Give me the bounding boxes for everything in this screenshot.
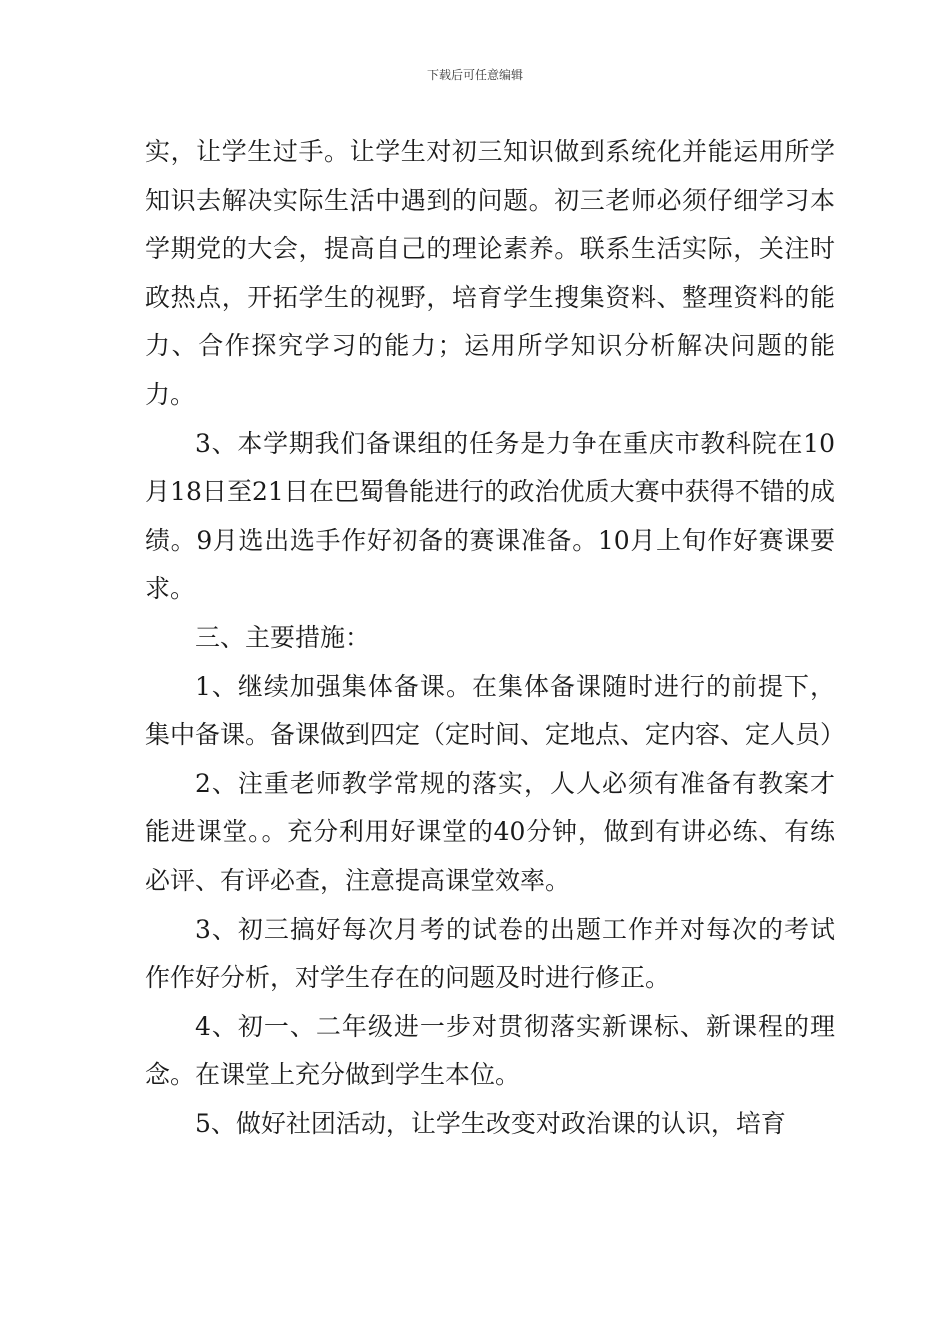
paragraph-measure-2: 2、注重老师教学常规的落实，人人必须有准备有教案才能进课堂。。充分利用好课堂的40分钟，做到有讲必练、有练必评、有评必查，注意提高课堂效率。 <box>145 768 835 895</box>
paragraph-continuation: 实，让学生过手。让学生对初三知识做到系统化并能运用所学知识去解决实际生活中遇到的问题。初三老师必须仔细学习本学期党的大会，提高自己的理论素养。联系生活实际，关注时政热点，开拓学生的视野，培育学生搜集资料、整理资料的能力、合作探究学习的能力；运用所学知识分析解决问题的能力。 <box>145 137 835 409</box>
paragraph-measure-5: 5、做好社团活动，让学生改变对政治课的认识，培育 <box>195 1108 786 1138</box>
paragraph-item-3-task: 3、本学期我们备课组的任务是力争在重庆市教科院在10月18日至21日在巴蜀鲁能进行的政治优质大赛中获得不错的成绩。9月选出选手作好初备的赛课准备。10月上旬作好赛课要求。 <box>145 428 835 604</box>
page-header-note: 下载后可任意编辑 <box>426 68 523 82</box>
paragraph-measure-1: 1、继续加强集体备课。在集体备课随时进行的前提下，集中备课。备课做到四定（定时间、定地点、定内容、定人员） <box>145 671 846 750</box>
section-heading-main-measures: 三、主要措施： <box>195 622 371 652</box>
document-body <box>145 128 846 1148</box>
paragraph-measure-3: 3、初三搞好每次月考的试卷的出题工作并对每次的考试作作好分析，对学生存在的问题及时进行修正。 <box>145 914 835 993</box>
paragraph-measure-4: 4、初一、二年级进一步对贯彻落实新课标、新课程的理念。在课堂上充分做到学生本位。 <box>145 1011 835 1090</box>
